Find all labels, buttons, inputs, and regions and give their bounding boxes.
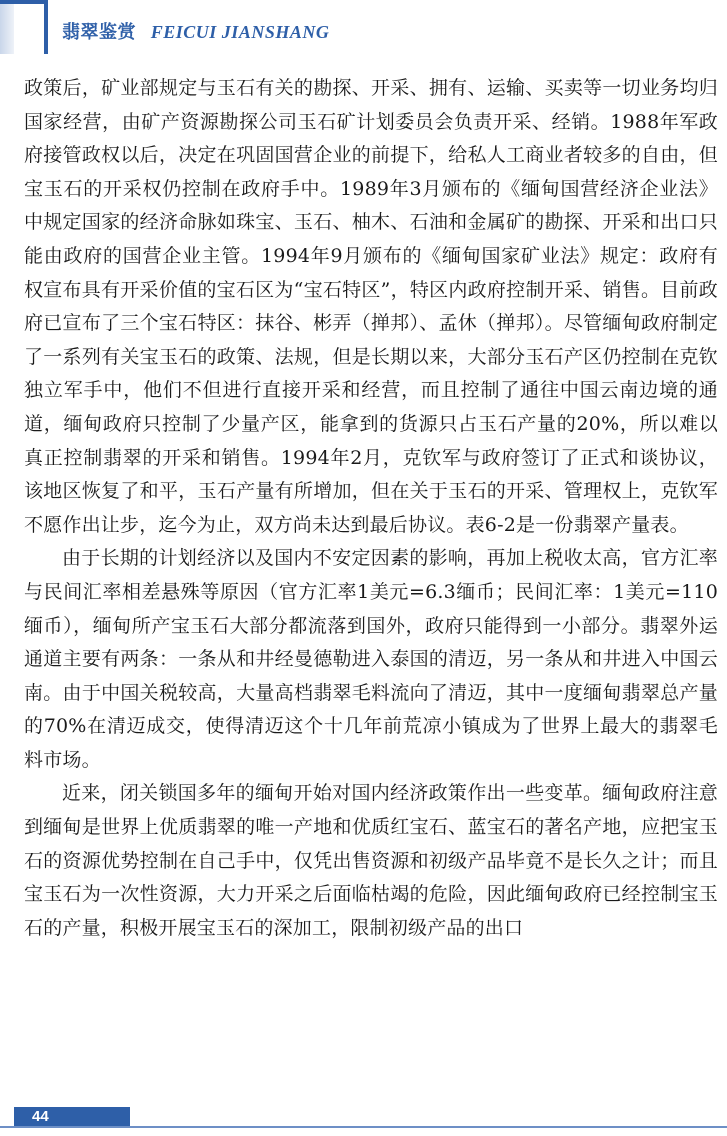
running-title [62,18,329,44]
running-title-cn: 翡翠鉴赏 [62,22,136,43]
header-bracket-top [0,0,48,4]
paragraph-3: 近来，闭关锁国多年的缅甸开始对国内经济政策作出一些变革。缅甸政府注意到缅甸是世界上优质翡翠的唯一产地和优质红宝石、蓝宝石的著名产地，应把宝玉石的资源优势控制在自己手中，仅凭出售资源和初级产品毕竟不是长久之计；而且宝玉石为一次性资源，大力开采之后面临枯竭的危险，因此缅甸政府已经控制宝玉石的产量，积极开展宝玉石的深加工，限制初级产品的出口 [24,782,718,939]
body-text [24,72,718,945]
header-decor-strip [0,0,14,54]
paragraph-2: 由于长期的计划经济以及国内不安定因素的影响，再加上税收太高，官方汇率与民间汇率相差悬殊等原因（官方汇率1美元=6.3缅币；民间汇率：1美元=110缅币），缅甸所产宝玉石大部分都流落到国外，政府只能得到一小部分。翡翠外运通道主要有两条：一条从和井经曼德勒进入泰国的清迈，另一条从和井进入中国云南。由于中国关税较高，大量高档翡翠毛料流向了清迈，其中一度缅甸翡翠总产量的70%在清迈成交，使得清迈这个十几年前荒凉小镇成为了世界上最大的翡翠毛料市场。 [24,547,718,771]
paragraph-1: 政策后，矿业部规定与玉石有关的勘探、开采、拥有、运输、买卖等一切业务均归国家经营，由矿产资源勘探公司玉石矿计划委员会负责开采、经销。1988年军政府接管政权以后，决定在巩固国营企业的前提下，给私人工商业者较多的自由，但宝玉石的开采权仍控制在政府手中。1989年3月颁布的《缅甸国营经济企业法》中规定国家的经济命脉如珠宝、玉石、柚木、石油和金属矿的勘探、开采和出口只能由政府的国营企业主管。1994年9月颁布的《缅甸国家矿业法》规定：政府有权宣布具有开采价值的宝石区为“宝石特区”，特区内政府控制开采、销售。目前政府已宣布了三个宝石特区：抹谷、彬弄（掸邦）、孟休（掸邦）。尽管缅甸政府制定了一系列有关宝玉石的政策、法规，但是长期以来，大部分玉石产区仍控制在克钦独立军手中，他们不但进行直接开采和经营，而且控制了通往中国云南边境的通道，缅甸政府只控制了少量产区，能拿到的货源只占玉石产量的20%，所以难以真正控制翡翠的开采和销售。1994年2月，克钦军与政府签订了正式和谈协议，该地区恢复了和平，玉石产量有所增加，但在关于玉石的开采、管理权上，克钦军不愿作出让步，迄今为止，双方尚未达到最后协议。表6-2是一份翡翠产量表。 [24,77,718,536]
page-number: 44 [32,1108,49,1125]
footer-rule [0,1126,727,1128]
page-header [0,0,727,60]
header-bracket-side [44,0,48,54]
running-title-en: FEICUI JIANSHANG [150,22,330,42]
